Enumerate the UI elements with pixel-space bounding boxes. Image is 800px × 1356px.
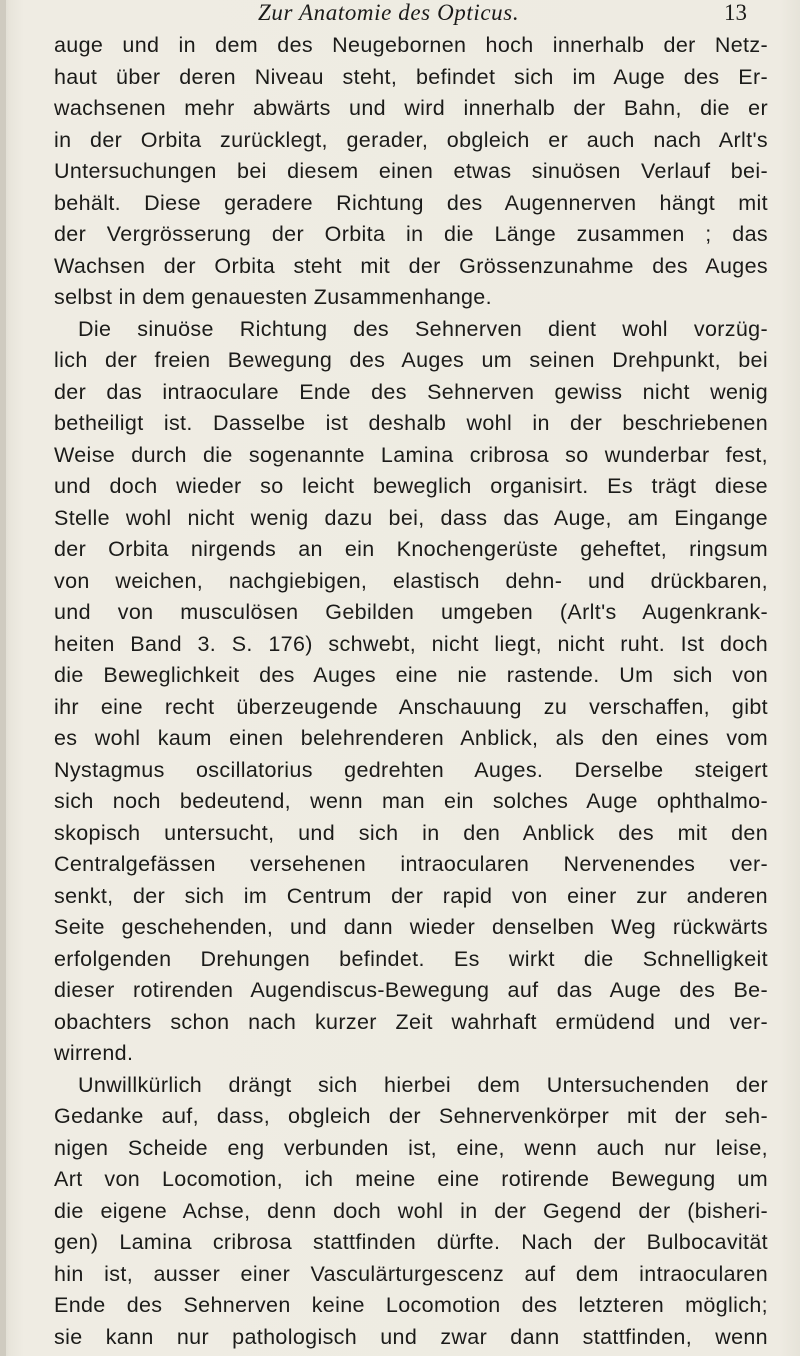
text-line: skopisch untersucht, und sich in den Anblick des mit den bbox=[54, 820, 768, 845]
text-line: der das intraoculare Ende des Sehnerven gewiss nicht wenig bbox=[54, 379, 768, 404]
text-line: auge und in dem des Neugebornen hoch innerhalb der Netz- bbox=[54, 33, 768, 57]
text-line: Wachsen der Orbita steht mit der Grössenzunahme des Auges bbox=[54, 253, 768, 278]
text-line: in der Orbita zurücklegt, gerader, obgleich er auch nach Arlt's bbox=[54, 127, 768, 152]
text-line: und von musculösen Gebilden umgeben (Arlt's Augenkrank- bbox=[54, 600, 768, 624]
text-line: obachters schon nach kurzer Zeit wahrhaft ermüdend und ver- bbox=[54, 1009, 768, 1034]
body-text bbox=[54, 30, 768, 1353]
text-line: wachsenen mehr abwärts und wird innerhalb der Bahn, die er bbox=[54, 96, 768, 120]
text-line: lich der freien Bewegung des Auges um seinen Drehpunkt, bei bbox=[54, 348, 768, 372]
text-line: Gedanke auf, dass, obgleich der Sehnervenkörper mit der seh- bbox=[54, 1104, 768, 1128]
text-line: senkt, der sich im Centrum der rapid von einer zur anderen bbox=[54, 883, 768, 908]
text-line: Nystagmus oscillatorius gedrehten Auges. Derselbe steigert bbox=[54, 757, 768, 782]
text-line: heiten Band 3. S. 176) schwebt, nicht liegt, nicht ruht. Ist doch bbox=[54, 631, 768, 656]
page-gutter bbox=[0, 0, 6, 1356]
text-line: es wohl kaum einen belehrenderen Anblick, als den eines vom bbox=[54, 726, 768, 750]
text-line: der Orbita nirgends an ein Knochengerüste geheftet, ringsum bbox=[54, 537, 768, 561]
text-line: sich noch bedeutend, wenn man ein solches Auge ophthalmo- bbox=[54, 789, 768, 813]
text-line: dieser rotirenden Augendiscus-Bewegung auf das Auge des Be- bbox=[54, 978, 768, 1002]
running-title: Zur Anatomie des Opticus. bbox=[258, 0, 520, 25]
text-line: Art von Locomotion, ich meine eine rotirende Bewegung um bbox=[54, 1167, 768, 1191]
text-line: erfolgenden Drehungen befindet. Es wirkt die Schnelligkeit bbox=[54, 946, 768, 971]
text-line: sie kann nur pathologisch und zwar dann stattfinden, wenn bbox=[54, 1324, 768, 1349]
text-line: Untersuchungen bei diesem einen etwas sinuösen Verlauf bei- bbox=[54, 159, 768, 183]
text-line: von weichen, nachgiebigen, elastisch dehn- und drückbaren, bbox=[54, 568, 768, 593]
page-number: 13 bbox=[724, 0, 747, 25]
text-line: haut über deren Niveau steht, befindet sich im Auge des Er- bbox=[54, 64, 768, 89]
text-line: hin ist, ausser einer Vasculärturgescenz auf dem intraocularen bbox=[54, 1261, 768, 1286]
text-line: gen) Lamina cribrosa stattfinden dürfte. Nach der Bulbocavität bbox=[54, 1230, 768, 1254]
text-line: der Vergrösserung der Orbita in die Länge zusammen ; das bbox=[54, 222, 768, 246]
page-header bbox=[0, 0, 800, 30]
text-line: Weise durch die sogenannte Lamina cribrosa so wunderbar fest, bbox=[54, 442, 768, 467]
text-line: Centralgefässen versehenen intraocularen Nervenendes ver- bbox=[54, 852, 768, 876]
paragraph-start-line: Die sinuöse Richtung des Sehnerven dient wohl vorzüg- bbox=[78, 316, 768, 341]
text-line: behält. Diese geradere Richtung des Augennerven hängt mit bbox=[54, 190, 768, 215]
text-line: ihr eine recht überzeugende Anschauung zu verschaffen, gibt bbox=[54, 694, 768, 719]
text-line: die Beweglichkeit des Auges eine nie rastende. Um sich von bbox=[54, 663, 768, 687]
text-line: Seite geschehenden, und dann wieder denselben Weg rückwärts bbox=[54, 915, 768, 939]
paragraph-end-line: selbst in dem genauesten Zusammenhange. bbox=[54, 285, 492, 309]
text-line: Ende des Sehnerven keine Locomotion des letzteren möglich; bbox=[54, 1293, 768, 1317]
paragraph-start-line: Unwillkürlich drängt sich hierbei dem Untersuchenden der bbox=[78, 1072, 768, 1097]
text-line: betheiligt ist. Dasselbe ist deshalb wohl in der beschriebenen bbox=[54, 411, 768, 435]
text-line: die eigene Achse, denn doch wohl in der Gegend der (bisheri- bbox=[54, 1198, 768, 1223]
paragraph-end-line: wirrend. bbox=[54, 1041, 134, 1065]
text-line: und doch wieder so leicht beweglich organisirt. Es trägt diese bbox=[54, 474, 768, 498]
text-line: nigen Scheide eng verbunden ist, eine, wenn auch nur leise, bbox=[54, 1135, 768, 1160]
text-line: Stelle wohl nicht wenig dazu bei, dass das Auge, am Eingange bbox=[54, 505, 768, 530]
